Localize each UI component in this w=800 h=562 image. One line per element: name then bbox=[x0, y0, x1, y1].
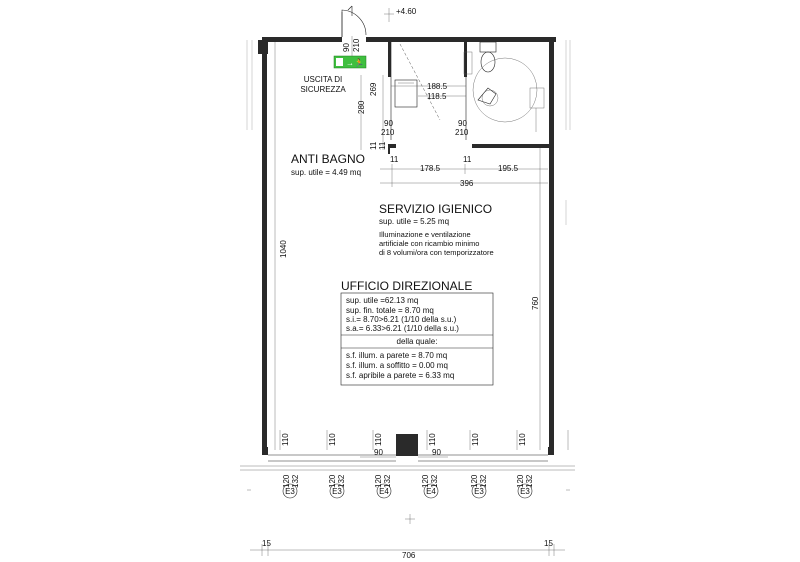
dim-280: 280 bbox=[357, 100, 366, 114]
dim-win-132-3: 132 bbox=[383, 474, 392, 488]
window-tag-2: E3 bbox=[332, 487, 342, 496]
exit-label-line1: USCITA DI bbox=[303, 75, 343, 84]
elevation-label: +4.60 bbox=[396, 7, 417, 16]
dim-11-c: 11 bbox=[463, 155, 472, 164]
servizio-note-1: Illuminazione e ventilazione bbox=[379, 230, 471, 239]
window-tag-6: E3 bbox=[520, 487, 530, 496]
dim-11-d: 11 bbox=[390, 155, 399, 164]
ufficio-row-6: s.f. illum. a soffitto = 0.00 mq bbox=[346, 361, 448, 370]
dim-door-left-height: 210 bbox=[381, 128, 395, 137]
ufficio-della-quale: della quale: bbox=[396, 337, 438, 346]
dim-win-132-1: 132 bbox=[291, 474, 300, 488]
window-tag-4: E4 bbox=[426, 487, 436, 496]
dim-195-5: 195.5 bbox=[498, 164, 519, 173]
dim-win-120-5: 120 bbox=[470, 474, 479, 488]
servizio-note-3: di 8 volumi/ora con temporizzatore bbox=[379, 248, 494, 257]
dim-sill-2: 110 bbox=[328, 433, 337, 446]
dim-1040: 1040 bbox=[279, 240, 288, 258]
dim-269: 269 bbox=[369, 82, 378, 96]
dim-door-left-width: 90 bbox=[384, 119, 393, 128]
dim-win-132-4: 132 bbox=[430, 474, 439, 488]
servizio-note-2: artificiale con ricambio minimo bbox=[379, 239, 480, 248]
dim-118-5: 118.5 bbox=[427, 92, 447, 101]
exit-sign-icon: →🏃 bbox=[346, 58, 364, 68]
dim-win-120-4: 120 bbox=[421, 474, 430, 488]
dim-win-120-2: 120 bbox=[328, 474, 337, 488]
dim-bottom-15-left: 15 bbox=[262, 539, 271, 548]
room-ufficio-name: UFFICIO DIREZIONALE bbox=[341, 279, 473, 293]
dim-door-right-width: 90 bbox=[458, 119, 467, 128]
dim-sill-1: 110 bbox=[281, 433, 290, 446]
dim-win-132-2: 132 bbox=[337, 474, 346, 488]
ufficio-row-5: s.f. illum. a parete = 8.70 mq bbox=[346, 351, 448, 360]
dim-396: 396 bbox=[460, 179, 474, 188]
dim-exit-door-height: 210 bbox=[352, 38, 361, 52]
dim-178-5: 178.5 bbox=[420, 164, 441, 173]
dim-win-120-1: 120 bbox=[282, 474, 291, 488]
room-anti-bagno-name: ANTI BAGNO bbox=[291, 152, 366, 166]
window-tag-3: E4 bbox=[379, 487, 389, 496]
dim-exit-door-width: 90 bbox=[342, 43, 351, 52]
dim-win-132-5: 132 bbox=[479, 474, 488, 488]
window-tag-5: E3 bbox=[474, 487, 484, 496]
exit-label-line2: SICUREZZA bbox=[300, 85, 346, 94]
dim-win-120-6: 120 bbox=[516, 474, 525, 488]
window-tag-circles bbox=[283, 484, 532, 498]
dim-bottom-706: 706 bbox=[402, 551, 416, 560]
dim-sill-4: 110 bbox=[428, 433, 437, 446]
room-anti-bagno-area: sup. utile = 4.49 mq bbox=[291, 168, 362, 177]
room-servizio-name: SERVIZIO IGIENICO bbox=[379, 202, 493, 216]
room-servizio-area: sup. utile = 5.25 mq bbox=[379, 217, 450, 226]
exit-door bbox=[342, 6, 366, 37]
dim-sill-5: 110 bbox=[471, 433, 480, 446]
wc-fixtures bbox=[391, 42, 544, 140]
dim-door-90-right: 90 bbox=[432, 448, 441, 457]
dim-door-right-height: 210 bbox=[455, 128, 469, 137]
dim-bottom-15-right: 15 bbox=[544, 539, 553, 548]
dim-188-5: 188.5 bbox=[427, 82, 448, 91]
ufficio-row-1: sup. utile =62.13 mq bbox=[346, 296, 419, 305]
elevation-marker bbox=[384, 7, 417, 22]
ufficio-row-3: s.i.= 8.70>6.21 (1/10 della s.u.) bbox=[346, 315, 457, 324]
dim-sill-6: 110 bbox=[518, 433, 527, 446]
ufficio-row-2: sup. fin. totale = 8.70 mq bbox=[346, 306, 434, 315]
ufficio-row-4: s.a.= 6.33>6.21 (1/10 della s.u.) bbox=[346, 324, 459, 333]
dim-door-90-left: 90 bbox=[374, 448, 383, 457]
dim-11-b: 11 bbox=[369, 141, 378, 150]
dim-760: 760 bbox=[531, 296, 540, 310]
window-tag-1: E3 bbox=[285, 487, 295, 496]
dim-sill-3: 110 bbox=[374, 433, 383, 446]
dim-win-120-3: 120 bbox=[374, 474, 383, 488]
dim-win-132-6: 132 bbox=[525, 474, 534, 488]
dim-11-a: 11 bbox=[378, 141, 387, 150]
ufficio-row-7: s.f. apribile a parete = 6.33 mq bbox=[346, 371, 455, 380]
